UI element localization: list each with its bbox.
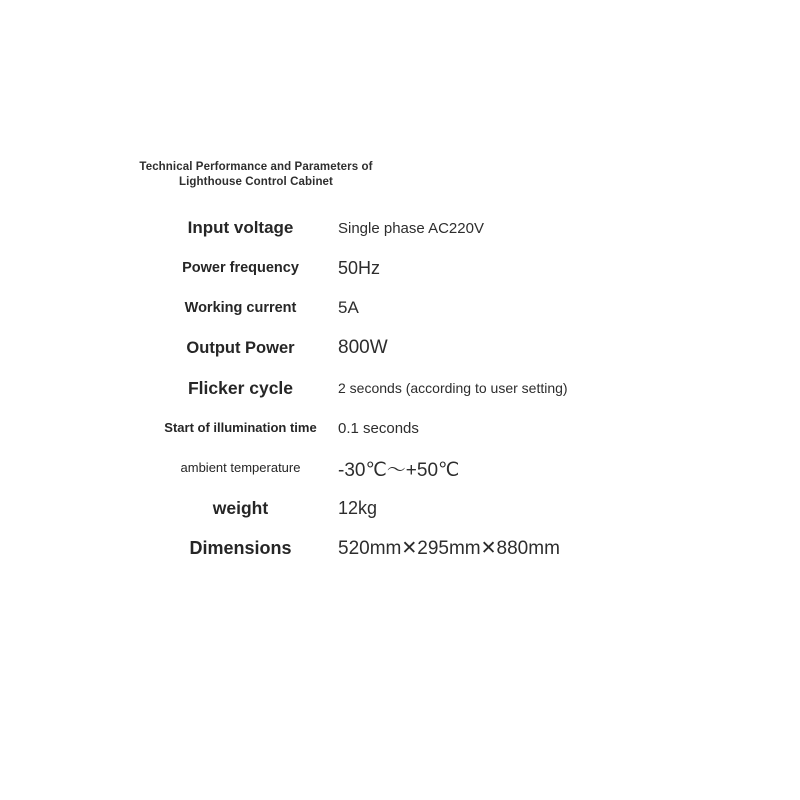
table-row [128,288,688,328]
spec-label: Input voltage [187,218,294,238]
spec-value: 5A [338,298,359,317]
table-row [128,368,688,408]
spec-value: 50Hz [338,257,381,278]
spec-value: Single phase AC220V [338,219,484,237]
spec-label: Flicker cycle [187,377,294,398]
spec-label: Power frequency [182,259,299,276]
spec-label: Dimensions [189,537,292,558]
table-row [128,328,688,368]
specifications-table [128,208,688,568]
spec-value: -30℃～+50℃ [338,459,460,481]
spec-value: 0.1 seconds [338,419,419,437]
table-row [128,448,688,488]
spec-label: Working current [184,299,297,316]
specification-block [128,160,688,568]
spec-label: Output Power [186,338,295,357]
table-row [128,408,688,448]
spec-value: 520mm✕295mm✕880mm [338,537,560,559]
spec-label: Start of illumination time [164,419,317,435]
spec-value: 800W [338,337,388,358]
spec-value: 2 seconds (according to user setting) [338,380,568,396]
table-row [128,208,688,248]
table-row [128,488,688,528]
spec-label: weight [212,497,269,518]
spec-label: ambient temperature [180,459,301,475]
spec-value: 12kg [338,497,378,518]
page-title: Technical Performance and Parameters of Lighthouse Control Cabinet [139,161,373,188]
table-row [128,248,688,288]
table-row [128,528,688,568]
